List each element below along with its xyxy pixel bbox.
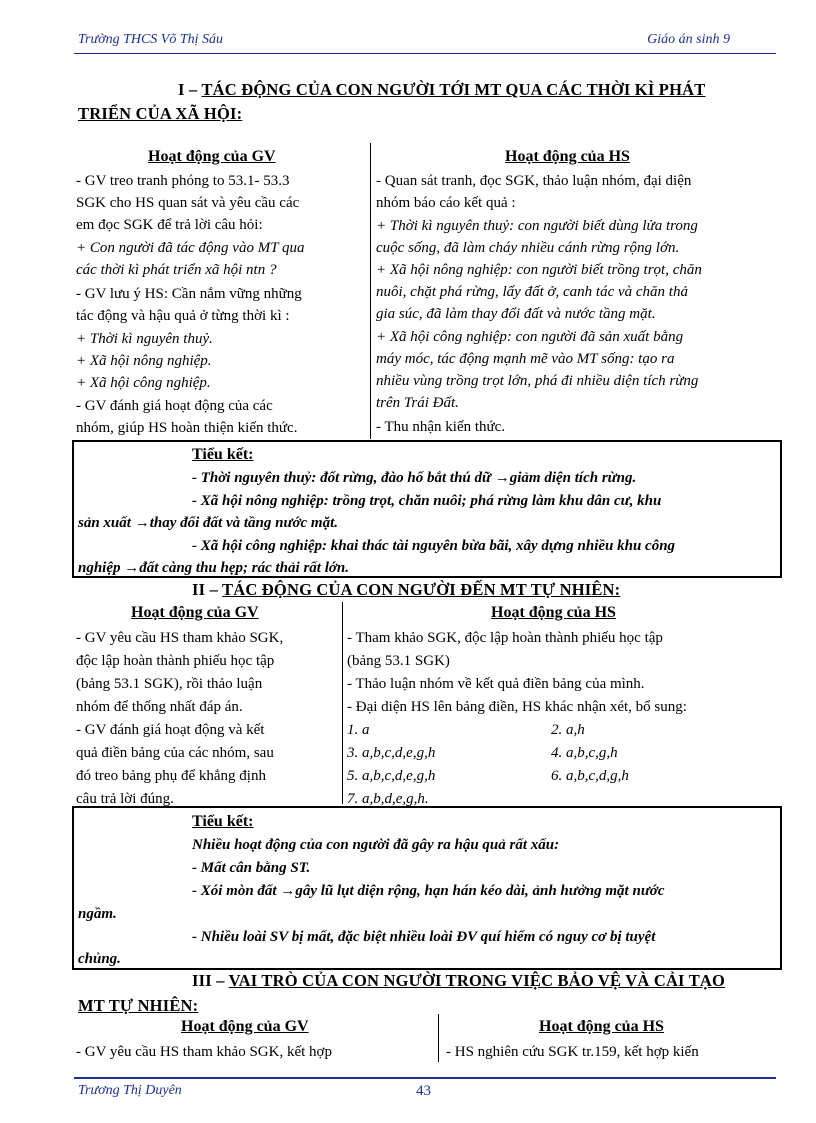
s1-hs-line: gia súc, đã làm thay đổi đất và nước tầng mặt. xyxy=(376,306,656,322)
s2-hs-line: - Thảo luận nhóm về kết quả điền bảng của mình. xyxy=(347,676,645,692)
s2-answer: 6. a,b,c,d,g,h xyxy=(551,768,629,784)
section1-gv-header: Hoạt động của GV xyxy=(148,148,276,165)
s1-gv-line: SGK cho HS quan sát và yêu cầu các xyxy=(76,195,300,211)
s2-answer: 1. a xyxy=(347,722,370,738)
s1-summary-line: - Xã hội công nghiệp: khai thác tài nguyên bừa bãi, xây dựng nhiều khu công xyxy=(192,538,676,554)
s2-hs-line: - Tham khảo SGK, độc lập hoàn thành phiếu học tập xyxy=(347,630,663,646)
s2-gv-line: (bảng 53.1 SGK), rồi thảo luận xyxy=(76,676,263,692)
s1-summary-line: nghiệp →đất càng thu hẹp; rác thải rất lớn. xyxy=(78,560,350,576)
s2-summary-line: chủng. xyxy=(78,951,121,967)
section1-title-text2: TRIỂN CỦA XÃ HỘI: xyxy=(78,104,243,123)
s2-hs-line: - Đại diện HS lên bảng điền, HS khác nhận xét, bổ sung: xyxy=(347,699,687,715)
section3-hs-header: Hoạt động của HS xyxy=(539,1018,664,1035)
s1-hs-line: nuôi, chặt phá rừng, lấy đất ở, canh tác và chăn thả xyxy=(376,284,688,300)
page-number: 43 xyxy=(416,1083,431,1099)
section2-title-text: TÁC ĐỘNG CỦA CON NGƯỜI ĐẾN MT TỰ NHIÊN: xyxy=(222,580,621,599)
s1-summary-line: - Thời nguyên thuỷ: đốt rừng, đào hố bắt thú dữ →giảm diện tích rừng. xyxy=(192,470,637,486)
s2-summary-line: Nhiều hoạt động của con người đã gây ra hậu quả rất xấu: xyxy=(192,837,560,853)
s2-gv-line: nhóm để thống nhất đáp án. xyxy=(76,699,243,715)
section3-gv-header: Hoạt động của GV xyxy=(181,1018,309,1035)
s2-gv-line: câu trả lời đúng. xyxy=(76,791,174,807)
s1-gv-line: các thời kì phát triển xã hội ntn ? xyxy=(76,262,277,278)
section2-column-divider xyxy=(342,602,343,804)
s1-hs-line: - Thu nhận kiến thức. xyxy=(376,419,506,435)
section1-prefix: I – xyxy=(178,80,202,99)
s3-gv-line: - GV yêu cầu HS tham khảo SGK, kết hợp xyxy=(76,1044,332,1060)
s1-gv-line: + Xã hội công nghiệp. xyxy=(76,375,211,391)
s1-hs-line: nhóm báo cáo kết quả : xyxy=(376,195,516,211)
section1-title-line2 xyxy=(78,104,242,124)
header-school: Trường THCS Võ Thị Sáu xyxy=(78,32,224,47)
section2-hs-header: Hoạt động của HS xyxy=(491,604,616,621)
s1-hs-line: + Thời kì nguyên thuỷ: con người biết dùng lửa trong xyxy=(376,218,698,234)
section3-title-line1 xyxy=(192,971,725,991)
s1-hs-line: - Quan sát tranh, đọc SGK, thảo luận nhóm, đại diện xyxy=(376,173,692,189)
section2-gv-header: Hoạt động của GV xyxy=(131,604,259,621)
header-subject: Giáo án sinh 9 xyxy=(647,32,730,47)
section3-title-line2 xyxy=(78,996,198,1016)
s2-summary-line: - Mất cân bằng ST. xyxy=(192,860,311,876)
section2-prefix: II – xyxy=(192,580,223,599)
s2-answer: 7. a,b,d,e,g,h. xyxy=(347,791,429,807)
s1-gv-line: nhóm, giúp HS hoàn thiện kiến thức. xyxy=(76,420,298,436)
footer-author: Trương Thị Duyên xyxy=(78,1083,182,1098)
s1-summary-line: sản xuất →thay đổi đất và tầng nước mặt. xyxy=(78,515,338,531)
s2-summary-line: - Nhiều loài SV bị mất, đặc biệt nhiều loài ĐV quí hiếm có nguy cơ bị tuyệt xyxy=(192,929,656,945)
s2-summary-line: ngầm. xyxy=(78,906,117,922)
s2-gv-line: đó treo bảng phụ để khẳng định xyxy=(76,768,266,784)
s2-summary-line: - Xói mòn đất →gây lũ lụt diện rộng, hạn hán kéo dài, ảnh hưởng mặt nước xyxy=(192,883,665,899)
section2-title xyxy=(192,580,620,600)
section1-summary-title: Tiểu kết: xyxy=(192,446,254,463)
s1-hs-line: + Xã hội nông nghiệp: con người biết trồng trọt, chăn xyxy=(376,262,702,278)
s2-hs-line: (bảng 53.1 SGK) xyxy=(347,653,450,669)
section1-title-line1 xyxy=(178,80,705,100)
s3-hs-line: - HS nghiên cứu SGK tr.159, kết hợp kiến xyxy=(446,1044,699,1060)
s1-gv-line: + Con người đã tác động vào MT qua xyxy=(76,240,305,256)
s1-gv-line: + Thời kì nguyên thuỷ. xyxy=(76,331,213,347)
s2-gv-line: độc lập hoàn thành phiếu học tập xyxy=(76,653,275,669)
s1-hs-line: nhiều vùng trồng trọt lớn, phá đi nhiều diện tích rừng xyxy=(376,373,699,389)
footer-rule xyxy=(74,1077,776,1079)
s2-answer: 2. a,h xyxy=(551,722,585,738)
s1-hs-line: trên Trái Đất. xyxy=(376,395,459,411)
section3-title-text: VAI TRÒ CỦA CON NGƯỜI TRONG VIỆC BẢO VỆ VÀ CẢI TẠO xyxy=(228,971,726,990)
s2-answer: 5. a,b,c,d,e,g,h xyxy=(347,768,436,784)
header-rule xyxy=(74,53,776,54)
s1-hs-line: + Xã hội công nghiệp: con người đã sản xuất bằng xyxy=(376,329,684,345)
s1-gv-line: - GV treo tranh phóng to 53.1- 53.3 xyxy=(76,173,290,189)
s1-hs-line: cuộc sống, đã làm cháy nhiều cánh rừng rộng lớn. xyxy=(376,240,680,256)
s1-summary-line: - Xã hội nông nghiệp: trồng trọt, chăn nuôi; phá rừng làm khu dân cư, khu xyxy=(192,493,662,509)
section1-hs-header: Hoạt động của HS xyxy=(505,148,630,165)
s2-answer: 3. a,b,c,d,e,g,h xyxy=(347,745,436,761)
section3-column-divider xyxy=(438,1014,439,1062)
s1-gv-line: em đọc SGK để trả lời câu hỏi: xyxy=(76,217,263,233)
s2-gv-line: - GV đánh giá hoạt động và kết xyxy=(76,722,265,738)
section3-prefix: III – xyxy=(192,971,229,990)
s1-gv-line: - GV lưu ý HS: Cần nắm vững những xyxy=(76,286,302,302)
section1-column-divider xyxy=(370,143,371,439)
s1-gv-line: - GV đánh giá hoạt động của các xyxy=(76,398,273,414)
s2-gv-line: - GV yêu cầu HS tham khảo SGK, xyxy=(76,630,284,646)
section1-title-text: TÁC ĐỘNG CỦA CON NGƯỜI TỚI MT QUA CÁC THỜI KÌ PHÁT xyxy=(201,80,706,99)
s1-hs-line: máy móc, tác động mạnh mẽ vào MT sống: tạo ra xyxy=(376,351,675,367)
s2-answer: 4. a,b,c,g,h xyxy=(551,745,618,761)
page-header xyxy=(78,32,772,50)
s2-gv-line: quả điền bảng của các nhóm, sau xyxy=(76,745,274,761)
section2-summary-title: Tiểu kết: xyxy=(192,813,254,830)
section3-title-text2: MT TỰ NHIÊN: xyxy=(78,996,199,1015)
s1-gv-line: + Xã hội nông nghiệp. xyxy=(76,353,212,369)
s1-gv-line: tác động và hậu quả ở từng thời kì : xyxy=(76,308,290,324)
